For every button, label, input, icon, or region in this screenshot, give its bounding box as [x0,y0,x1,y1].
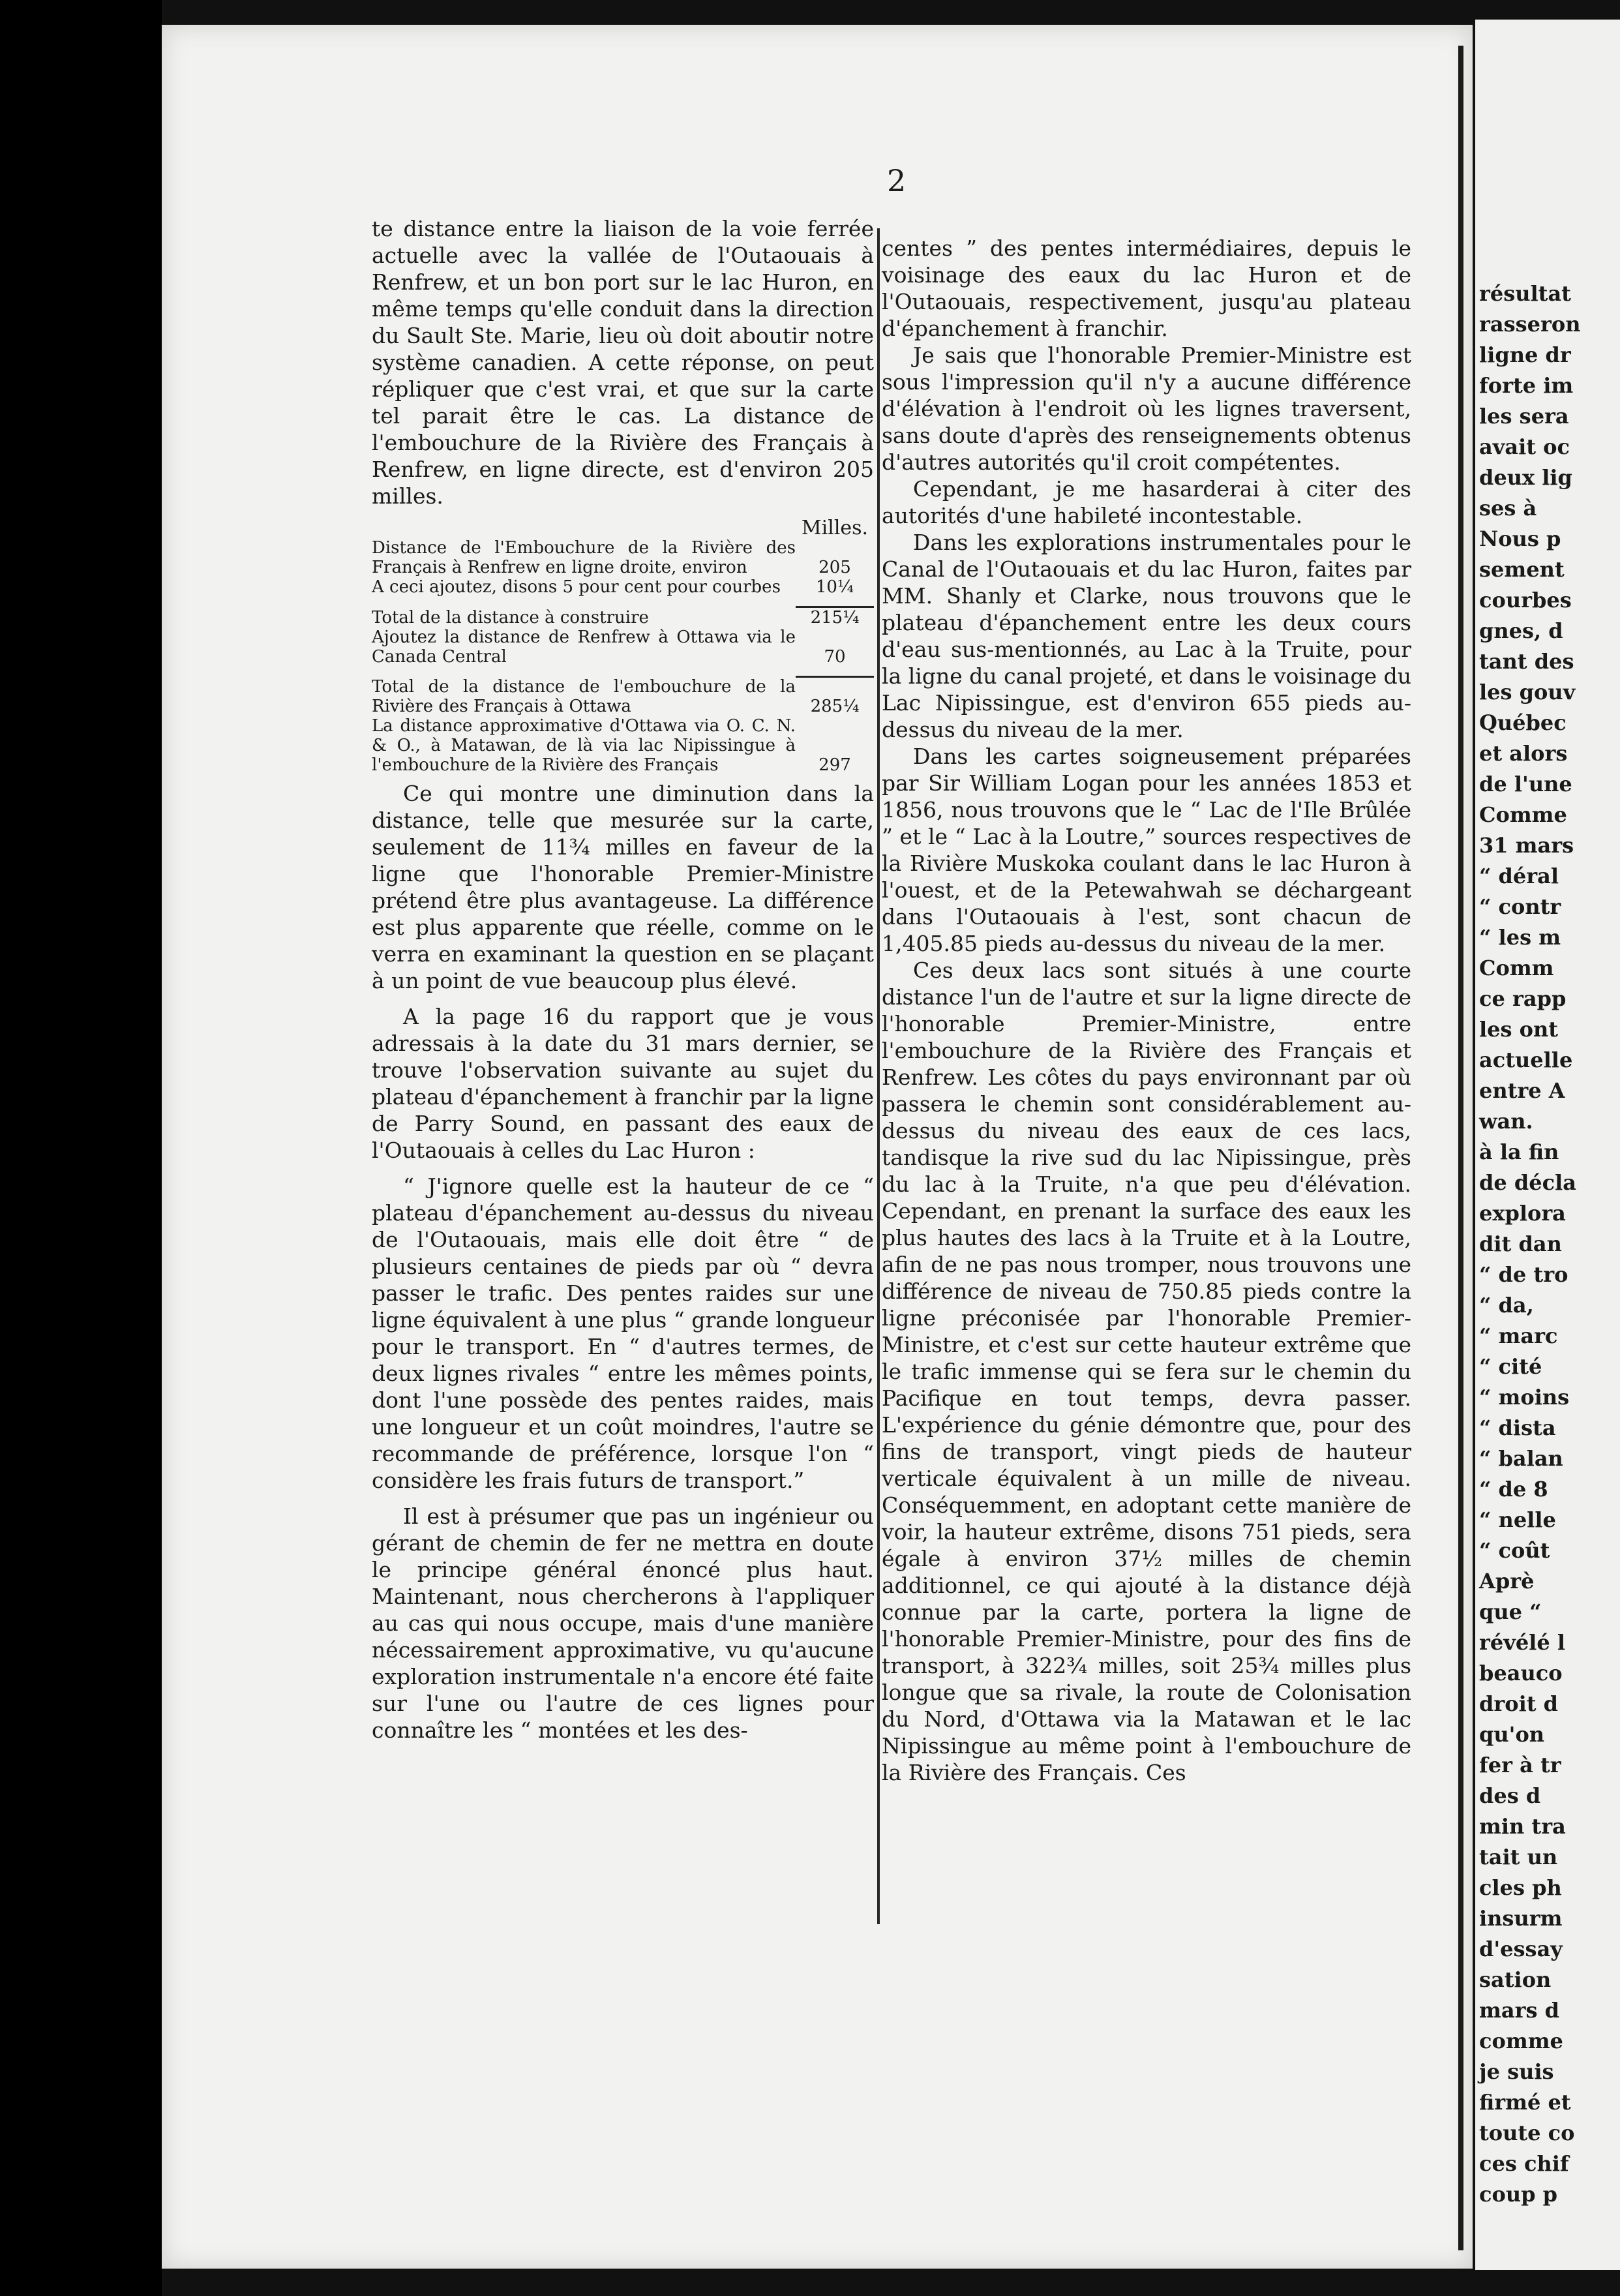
adjacent-page-line: et alors [1479,741,1568,766]
paragraph: A la page 16 du rapport que je vous adressais à la date du 31 mars dernier, se trouve l'observation suivante au sujet du plateau d'épanchement à franchir par la ligne de Parry Sound, en passant des eaux de l'Outaouais à celles du Lac Huron : [372,1003,874,1163]
quotation: “ J'ignore quelle est la hauteur de ce “ plateau d'épanchement au-dessus du niveau de l'Outaouais, mais elle doit être “ de plusieurs centaines de pieds par où “ devra passer le trafic. Des pentes raides sur une ligne équivalent à une plus “ grande longueur pour le transport. En “ d'autres termes, de deux lignes rivales “ entre les mêmes points, dont l'une possède des pentes raides, mais une longueur et un coût moindres, l'autre se recommande de préférence, lorsque l'on “ considère les frais futurs de transport.” [372,1173,874,1493]
adjacent-page-line: à la fin [1479,1140,1559,1164]
distance-table [372,519,874,775]
adjacent-page-line: cles ph [1479,1875,1562,1900]
adjacent-page-line: beauco [1479,1661,1563,1685]
adjacent-page-line: “ cité [1479,1354,1542,1379]
adjacent-page-line: ces chif [1479,2151,1569,2176]
table-header-unit: Milles. [801,517,869,539]
adjacent-page-line: “ nelle [1479,1507,1556,1532]
adjacent-page-line: les ont [1479,1017,1559,1042]
adjacent-page-line: les sera [1479,404,1569,429]
table-row: La distance approximative d'Ottawa via O. C. N. & O., à Matawan, de là via lac Nipissingue à l'embouchure de la Rivière des Français 297 [372,716,851,775]
adjacent-page-line: droit d [1479,1691,1559,1716]
adjacent-page-line: “ de 8 [1479,1477,1548,1502]
adjacent-page-line: Comm [1479,956,1554,980]
table-row: Ajoutez la distance de Renfrew à Ottawa via le Canada Central 70 [372,627,846,667]
adjacent-page-line: avait oc [1479,434,1570,459]
paragraph: Cependant, je me hasarderai à citer des autorités d'une habileté incontestable. [882,476,1411,528]
table-row: Total de la distance à construire 215¼ [372,607,874,628]
adjacent-page-line: rasseron [1479,312,1581,337]
adjacent-page-line: tait un [1479,1845,1558,1869]
adjacent-page-line: 31 mars [1479,833,1574,858]
adjacent-page-line: résultat [1479,281,1571,306]
adjacent-page-line: courbes [1479,588,1572,612]
adjacent-page-line: gnes, d [1479,618,1563,643]
adjacent-page-line: wan. [1479,1109,1533,1134]
adjacent-page-line: coup p [1479,2182,1557,2207]
adjacent-page-line: Aprè [1479,1569,1535,1594]
adjacent-page-line: ses à [1479,496,1537,521]
adjacent-page-line: “ contr [1479,894,1561,919]
adjacent-page-line: des d [1479,1783,1541,1808]
adjacent-page-line: forte im [1479,373,1574,398]
column-right [882,235,1411,1786]
adjacent-page-line: “ de tro [1479,1262,1568,1287]
adjacent-page-line: “ marc [1479,1323,1558,1348]
column-left [372,215,874,1744]
adjacent-page-line: “ dista [1479,1415,1556,1440]
adjacent-page-line: fer à tr [1479,1753,1561,1777]
adjacent-page-line: “ déral [1479,864,1559,888]
adjacent-page-line: les gouv [1479,680,1576,704]
adjacent-page-line: ligne dr [1479,342,1571,367]
adjacent-page-line: que “ [1479,1599,1542,1624]
adjacent-page-line: mars d [1479,1998,1559,2023]
adjacent-page-line: min tra [1479,1814,1566,1839]
paragraph: centes ” des pentes intermédiaires, depuis le voisinage des eaux du lac Huron et de l'Outaouais, respectivement, jusqu'au plateau d'épanchement à franchir. [882,235,1411,341]
adjacent-page-line: firmé et [1479,2090,1571,2115]
adjacent-page-line: toute co [1479,2121,1575,2145]
scan-background [0,0,162,2296]
paragraph: Ces deux lacs sont situés à une courte distance l'un de l'autre et sur la ligne directe de l'honorable Premier-Ministre, entre l'embouchure de la Rivière des Français et Renfrew. Les côtes du pays environnant par où passera le chemin sont considérablement au-dessus du niveau des eaux de ces lacs, tandisque la rive sud du lac Nipissingue, près du lac à la Truite, n'a que peu d'élévation. Cependant, en prenant la surface des eaux les plus hautes des lacs à la Truite et à la Loutre, afin de ne pas nous tromper, nous trouvons une différence de niveau de 750.85 pieds contre la ligne préconisée par l'honorable Premier-Ministre, et c'est sur cette hauteur extrême que le trafic immense qui se fera sur le chemin du Pacifique en tout temps, devra passer. L'expérience du génie démontre que, pour des fins de transport, vingt pieds de hauteur verticale équivalent à un mille de niveau. Conséquemment, en adoptant cette manière de voir, la hauteur extrême, disons 751 pieds, sera égale à environ 37½ milles de chemin additionnel, ce qui ajouté à la distance déjà connue par la carte, portera la ligne de l'honorable Premier-Ministre, pour des fins de transport, à 322¾ milles, soit 25¾ milles plus longue que sa rivale, la route de Colonisation du Nord, d'Ottawa via la Matawan et le lac Nipissingue au même point à l'embouchure de la Rivière des Français. Ces [882,958,1411,1785]
adjacent-page-line: de l'une [1479,772,1572,796]
paragraph: Dans les explorations instrumentales pour le Canal de l'Outaouais et du lac Huron, faites par MM. Shanly et Clarke, nous trouvons que le plateau d'épanchement entre les deux cours d'eau sus-mentionnés, au Lac à la Truite, pour la ligne du canal projeté, et dans le voisinage du Lac Nipissingue, est d'environ 655 pieds au-dessus du niveau de la mer. [882,530,1411,742]
adjacent-page-line: Comme [1479,802,1567,827]
adjacent-page-line: “ moins [1479,1385,1570,1410]
adjacent-page-line: actuelle [1479,1048,1573,1072]
paragraph: Dans les cartes soigneusement préparées par Sir William Logan pour les années 1853 et 1856, nous trouvons que le “ Lac de l'Ile Brûlée ” et le “ Lac à la Loutre,” sources respectives de la Rivière Muskoka coulant dans le lac Huron à l'ouest, et de la Petewahwah se déchargeant dans l'Outaouais à l'est, sont chacun de 1,405.85 pieds au-dessus du niveau de la mer. [882,744,1411,956]
adjacent-page-line: comme [1479,2029,1563,2053]
adjacent-page-line: “ les m [1479,925,1561,950]
paragraph: Ce qui montre une diminution dans la distance, telle que mesurée sur la carte, seulement de 11¾ milles en faveur de la ligne que l'honorable Premier-Ministre prétend être plus avantageuse. La différence est plus apparente que réelle, comme on le verra en examinant la question en se plaçant à un point de vue beaucoup plus élevé. [372,780,874,993]
adjacent-page-line: ce rapp [1479,986,1567,1011]
column-divider [877,228,880,1924]
adjacent-page-line: d'essay [1479,1937,1563,1961]
adjacent-page-line: “ balan [1479,1446,1563,1471]
paragraph: Il est à présumer que pas un ingénieur ou gérant de chemin de fer ne mettra en doute le principe général énoncé plus haut. Maintenant, nous chercherons à l'appliquer au cas qui nous occupe, mais d'une manière nécessairement approximative, vu qu'aucune exploration instrumentale n'a encore été faite sur l'une ou l'autre de ces lignes pour connaître les “ montées et les des- [372,1503,874,1743]
adjacent-page-line: dit dan [1479,1231,1562,1256]
adjacent-page-line: révélé l [1479,1630,1565,1655]
table-row: Total de la distance de l'embouchure de la Rivière des Français à Ottawa 285¼ [372,677,874,716]
adjacent-page-line: deux lig [1479,465,1572,490]
adjacent-page-line: de décla [1479,1170,1576,1195]
adjacent-page-line: Québec [1479,710,1567,735]
adjacent-page-line: entre A [1479,1078,1565,1103]
adjacent-page-line: insurm [1479,1906,1563,1931]
paragraph: Je sais que l'honorable Premier-Ministre est sous l'impression qu'il n'y a aucune différence d'élévation à l'endroit où les lignes traversent, sans doute d'après des renseignements obtenus d'autres autorités qu'il croit compétentes. [882,342,1411,475]
adjacent-page-line: “ coût [1479,1538,1550,1563]
table-row: Distance de l'Embouchure de la Rivière des Français à Renfrew en ligne droite, environ 205 [372,538,851,577]
paragraph: te distance entre la liaison de la voie ferrée actuelle avec la vallée de l'Outaouais à Renfrew, et un bon port sur le lac Huron, en même temps qu'elle conduit dans la direction du Sault Ste. Marie, lieu où doit aboutir notre système canadien. A cette réponse, on peut répliquer que c'est vrai, et que sur la carte tel parait être le cas. La distance de l'embouchure de la Rivière des Français à Renfrew, en ligne directe, est d'environ 205 milles. [372,216,874,509]
adjacent-page-line: sation [1479,1967,1552,1992]
page-edge-rule [1458,46,1463,2250]
adjacent-page-line: tant des [1479,649,1574,674]
adjacent-page [1475,20,1620,2270]
adjacent-page-line: “ da, [1479,1293,1534,1318]
adjacent-page-line: explora [1479,1201,1566,1226]
adjacent-page-line: sement [1479,557,1565,582]
adjacent-page-line: je suis [1479,2059,1554,2084]
table-row: A ceci ajoutez, disons 5 pour cent pour courbes 10¼ [372,577,854,597]
page-number: 2 [887,163,907,198]
adjacent-page-line: qu'on [1479,1722,1545,1747]
adjacent-page-line: Nous p [1479,526,1561,551]
